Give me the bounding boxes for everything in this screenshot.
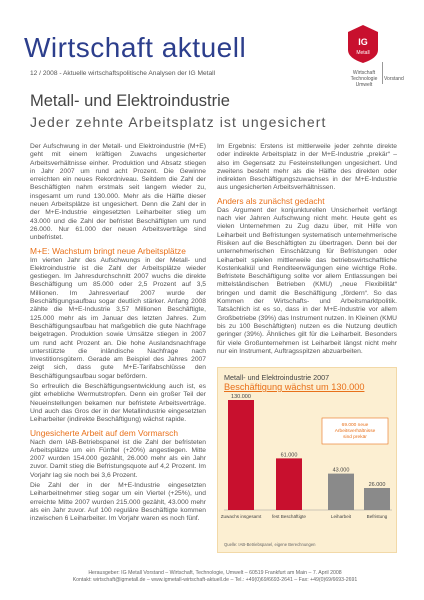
paragraph: Der Aufschwung in der Metall- und Elektroindustrie (M+E) geht mit einem kräftigen Zuwachs ungesicherter Arbeitsverhältnisse einher. Produktion und Absatz stiegen in Jahr 2007 um rund acht Prozent. Die Gewinne erreichten ein neues Rekordniveau. Seitdem die Zahl der Beschäftigten nahm erstmals seit langem wieder zu, insgesamt um rund 130.000. Mehr als die Hälfte dieser neuen Arbeitsplätze ist ungesichert. Denn die Zahl der in der M+E-Industrie eingesetzten Leiharbeiter stieg um 43.000 und die Zahl der befristet Beschäftigten um rund 26.000. Nur 61.000 der neuen Arbeitsverträge sind unbefristet. (30, 143, 206, 242)
article-subtitle: Jeder zehnte Arbeitsplatz ist ungesichert (30, 114, 327, 130)
chart-subtitle: Beschäftigung wächst um 130.000 (224, 382, 365, 392)
bar-category-label: Zuwachs insgesamt (220, 514, 262, 519)
paragraph: Das Argument der konjunkturellen Unsicherheit verfängt nach vier Jahren Aufschwung nicht mehr. Heute geht es vielen Unternehmen zu Zug dazu über, mit Hilfe von Leiharbeit und Befristungen systematisch unternehmerische Risiken auf die Beschäftigten zu übertragen. Denn bei der unternehmerischen Einschätzung für Befristungen oder Leiharbeit spielen mittlerweile das betriebswirtschaftliche Kostenkalkül und Renditeerwägungen eine wichtige Rolle. Befristete Beschäftigung sollte vor allem Entlassungen bei mittelständischen Betrieben (KMU) „neue Flexibilität“ bringen und damit die Beschäftigung „fördern“. So das Kommen der Wirtschafts- und Arbeitsmarktpolitik. Tatsächlich ist es so, dass in der M+E-Industrie vor allem Großbetriebe (39%) das Instrument nutzen. In Kleinen (KMU bis zu 100 Beschäftigten) nutzen es die Nutzung deutlich geringer (39%). Ähnliches gilt für die Leiharbeit. Besonders für viele Großunternehmen ist Leiharbeit längst nicht mehr nur ein Instrument, Auftragsspitzen abzuarbeiten. (217, 206, 397, 355)
left-column (30, 143, 206, 525)
bar-category-label: Leiharbeit (330, 514, 352, 519)
paragraph: Im Ergebnis: Erstens ist mittlerweile jeder zehnte direkte oder indirekte Arbeitsplatz in der M+E-Industrie „prekär“ – also im Gegensatz zu Festeinstellungen ungesichert. Und zweitens besteht mehr als die Hälfte des direkten oder indirekten Beschäftigungszuwachses in der M+E-Industrie aus ungesicherten Arbeitsverhältnissen. (217, 143, 397, 192)
logo-line-3: Umwelt (355, 82, 373, 88)
annotation-line: sind prekär (343, 435, 367, 440)
bar-category-label: Befristung (366, 514, 388, 519)
paragraph: Nach dem IAB-Betriebspanel ist die Zahl der befristeten Arbeitsplätze um ein Fünftel (+20%) angestiegen. Mitte 2007 wurden 154.000 gezählt, 26.000 mehr als ein Jahr zuvor. Damit stieg die Befristungsquote auf 4,2 Prozent. Im Vorjahr lag sie noch bei 3,6 Prozent. (30, 438, 206, 479)
footer-publisher: Herausgeber: IG Metall Vorstand – Wirtschaft, Technologie, Umwelt – 60519 Frankfurt am Main – 7. April 2008 (88, 570, 342, 576)
bar-value-label: 43.000 (332, 467, 350, 474)
bar-value-label: 26.000 (368, 482, 386, 488)
bar-value-label: 61.000 (280, 452, 298, 459)
annotation-line: 69.000 neue (341, 423, 369, 428)
bar-2 (276, 458, 302, 510)
chart-title: Metall- und Elektroindustrie 2007 (224, 373, 330, 382)
svg-text:IG: IG (358, 37, 368, 47)
bar-value-label: 130.000 (231, 394, 251, 400)
section-heading: M+E: Wachstum bringt neue Arbeitsplätze (30, 245, 186, 256)
paragraph: Die Zahl der in der M+E-Industrie eingesetzten Leiharbeitnehmer stieg sogar um ein Viertel (+25%), und erreichte Mitte 2007 wurden 215.000 gezählt, 43.000 mehr als ein Jahr zuvor. Auf 100 reguläre Beschäftigte kommen inzwischen 6 Leiharbeiter. Im Vorjahr waren es noch fünf. (30, 481, 206, 523)
svg-text:Metall: Metall (356, 50, 370, 56)
section-heading: Ungesicherte Arbeit auf dem Vormarsch (30, 427, 179, 438)
ig-metall-logo (346, 24, 380, 64)
logo-line-1: Wirtschaft (352, 70, 376, 76)
paragraph: So erfreulich die Beschäftigungsentwicklung auch ist, es gibt erhebliche Wermutstropfen. Denn ein großer Teil der Neueinstellungen bekamen nur befristete Arbeitsverträge. Und auch das Gros der in der Metallindustrie eingesetzten Leiharbeiter (indirekte Beschäftigung) wächst rapide. (30, 383, 206, 424)
logo-divider (382, 62, 383, 84)
annotation-line: Arbeitsverhältnisse (334, 429, 376, 434)
chart-plot (218, 368, 398, 554)
footer (30, 570, 400, 584)
article-title: Metall- und Elektroindustrie (30, 92, 230, 110)
logo-line-2: Technologie (350, 76, 378, 82)
masthead: Wirtschaft aktuell (24, 32, 247, 63)
bar-4 (364, 488, 390, 510)
bar-3 (328, 474, 354, 510)
bar-chart (217, 367, 397, 553)
logo-line-4: Vorstand (384, 76, 404, 82)
footer-contact: Kontakt: wirtschaft@igmetall.de – www.igmetall-wirtschaft-aktuell.de – Tel.: +49(0)69/6693-2641 – Fax: +49(0)69/6693-2691 (72, 577, 358, 583)
subhead: 12 / 2008 - Aktuelle wirtschaftspolitische Analysen der IG Metall (30, 70, 216, 77)
paragraph: Im vierten Jahr des Aufschwungs in der Metall- und Elektroindustrie ist die Zahl der Arbeitsplätze wieder gestiegen. Im Jahresdurchschnitt 2007 wuchs die direkte Beschäftigung um 85.000 oder 2,5 Prozent auf 3,5 Millionen. Im Jahresverlauf 2007 wurde der Beschäftigungsaufbau sogar deutlich stärker. Anfang 2008 zählte die M+E-Industrie 3,57 Millionen Beschäftigte, 125.000 mehr als im Januar des letzten Jahres. Zum Beschäftigungsaufbau hat maßgeblich die gute Nachfrage beigetragen. Produktion sowie Umsätze stiegen in 2007 um rund acht Prozent an. Die hohe Auslandsnachfrage unterstützte die inländische Nachfrage nach Investitionsgütern. Gerade am Beispiel des Jahres 2007 zeigt sich, dass gute M+E-Tarifabschlüsse den Beschäftigungsaufbau sogar befördern. (30, 256, 206, 380)
bar-1 (228, 400, 254, 510)
right-column (217, 143, 397, 358)
section-heading: Anders als zunächst gedacht (217, 195, 325, 206)
bar-category-label: fest Beschäftigte (272, 514, 306, 519)
chart-source: Quelle: IAB-Betriebspanel, eigene Berechnungen (224, 542, 316, 547)
